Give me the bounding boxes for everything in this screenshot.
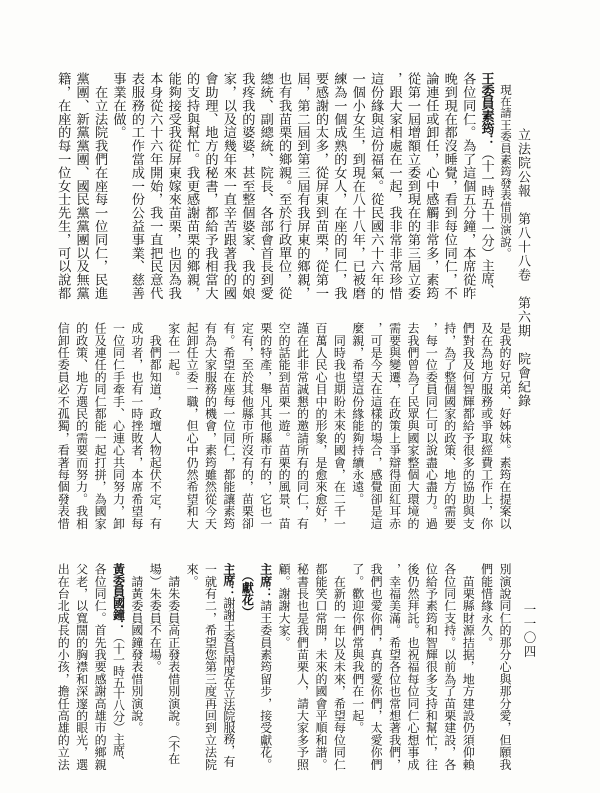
text-column: 各位同仁。首先我要感謝高雄市的鄉親	[93, 563, 108, 771]
text-column: 在新的一年以及未來，希望每位同仁	[332, 563, 347, 771]
text-column: 各位同仁支持。以前為了苗栗建設，各	[442, 563, 457, 771]
text-column: ，每一位委員同仁可以說盡心盡力。過	[424, 322, 439, 530]
text-column: 出在台北成長的小孩，擔任高雄的立法	[56, 563, 71, 771]
text-column: 家，以及這幾年來一直辛苦跟著我的國	[221, 72, 237, 300]
text-column: ，跟大家相處在一起，我非常非常珍惜	[387, 72, 403, 300]
text-column: 現在請王委員素筠發表惜別演說。	[499, 72, 511, 260]
speaker-name: 主席：	[221, 563, 236, 597]
text-column: 有。希望在座每一位同仁，都能讓素筠	[221, 322, 236, 530]
text-column: 麼親，希望這份緣能夠持續永遠。	[350, 322, 365, 505]
text-column: 論連任或卸任，心中感觸非常多，素筠	[424, 72, 440, 300]
text-column: 及在為地方服務或爭取經費工作上，你	[479, 322, 494, 530]
text-column: 別演說同仁的那分心與那分愛，但願我	[498, 563, 512, 771]
text-column: 在立法院我們在座每一位同仁，民進	[93, 72, 109, 300]
page-number: 一一〇四	[522, 603, 536, 659]
text-column: ，可是今天在這樣的場合，感覺卻是這	[369, 322, 384, 530]
text-column	[238, 563, 256, 775]
text-column: 要感謝的太多，從屏東到苗栗，從第一	[313, 72, 329, 300]
text-column: 定有，至於其他縣市所沒有的，苗栗卻	[240, 322, 255, 530]
text-column: 晚到現在都沒睡覺，看到每位同仁，不	[442, 72, 458, 300]
text-column: 我們也愛你們，真的愛你們，太愛你們	[369, 563, 384, 771]
text-column: 持，為了整個國家的政策、地方的需要	[442, 322, 457, 530]
text-column: 一就有二，希望您第三度再回到立法院	[203, 563, 218, 771]
text-column: 起卸任立委一職，但心中仍然希望和大	[185, 322, 200, 530]
text-column: 的支持與幫忙。我更感謝苗栗的鄉親，	[185, 72, 201, 300]
gazette-header: 立法院公報 第八十八卷 第六期 院會紀錄	[516, 128, 531, 408]
text-column: 一個小女生，到現在八十八年，已被磨	[350, 72, 366, 300]
text-column: 苗栗縣財源拮据，地方建設仍須仰賴	[461, 563, 476, 771]
text-column: 任及連任的同仁都能一起打拼，為國家	[93, 322, 108, 530]
text-column: 從第一屆增額立委到現在的第三屆立委	[405, 72, 421, 300]
text-column: 父老，以寬闊的胸襟和深邃的眼光，選	[74, 563, 89, 771]
text-column: 百萬人民心目中的形象，是愈來愈好，	[313, 322, 328, 530]
text-column: 都能笑口常開，未來的國會平順和諧。	[313, 563, 328, 771]
text-band-middle	[54, 322, 514, 532]
text-column: 同時我也期盼未來的國會，在二千一	[332, 322, 347, 530]
text-column: 的政策、地方選民的需要而努力。我相	[74, 322, 89, 530]
text-column: 各位同仁。為了這個五分鐘，本席從昨	[461, 72, 477, 300]
text-column: 秘書長也是我們苗栗人，請大家多予照	[295, 563, 310, 771]
speaker-name: 主席：	[258, 563, 273, 600]
text-column: 家在一起。	[166, 322, 181, 383]
text-column: 信卸任委員必不孤獨，看著每個發表惜	[56, 322, 71, 530]
text-column: 去我們曾為了民眾與國家整個大環境的	[405, 322, 420, 530]
text-column: 場）朱委員不在場。	[148, 563, 163, 673]
text-column: 栗的特產，舉凡其他縣市有的，它也一	[258, 322, 273, 530]
text-column: 會助理、地方的秘書，都給予我相當大	[203, 72, 219, 300]
text-column: 籍，在座的每一位女士先生，可以說都	[56, 72, 72, 300]
text-column: 主席：請王委員素筠留步，接受獻花。	[258, 563, 273, 771]
text-column: 本身從六十六年開始，我一直把民意代	[148, 72, 164, 300]
text-column: 顧。謝謝大家。	[277, 563, 292, 649]
speaker-name: （獻花）	[240, 563, 255, 618]
text-column: 黨團、新黨黨團、國民黨黨團以及無黨	[74, 72, 90, 300]
text-band-bottom	[54, 563, 514, 775]
text-column: 謹在此非常誠懇的邀請所有的同仁，有	[295, 322, 310, 530]
text-column: 這份緣與這份福氣。從民國六十六年的	[369, 72, 385, 300]
text-column: 後仍然拜託。也祝福每位同仁心想事成	[405, 563, 420, 771]
text-column: 我疼我的婆婆，甚至整個婆家、我的娘	[240, 72, 256, 300]
text-column: 表服務的工作當成一份公益事業、慈善	[129, 72, 145, 300]
text-column: 請朱委員高正發表惜別演說。（不在	[166, 563, 181, 765]
text-band-top	[54, 72, 514, 312]
text-column: 了。歡迎你們常與我們在一起。	[350, 563, 365, 734]
text-column: ，幸福美滿。希望各位也常想著我們，	[387, 563, 402, 771]
text-column: 黃委員國鐘：（十一時五十八分）主席、	[111, 563, 126, 767]
text-column: 有為大家服務的機會，素筠雖然從今天	[203, 322, 218, 530]
text-column: 空的話能到苗栗一遊。苗栗的風景、苗	[277, 322, 292, 530]
text-column: 也有我苗栗的鄉親。至於行政單位，從	[277, 72, 293, 300]
text-column: 一位同仁手牽手、心連心共同努力，卸	[111, 322, 126, 530]
text-column: 成功者，也有一時挫敗者，本席希望每	[129, 322, 144, 530]
text-column: 們能惜緣永久。	[479, 563, 494, 649]
text-column: 們對我及何智輝都給予很多的協助與支	[461, 322, 476, 530]
text-column: 練為一個成熟的女人，在座的同仁，我	[332, 72, 348, 300]
text-column: 屆，第二屆到第三屆有我屏東的鄉親，	[295, 72, 311, 300]
text-column: 是我的好兄弟、好姊妹。素筠在提案以	[498, 322, 512, 530]
text-column: 我們都知道，政壇人物起伏不定，有	[148, 322, 163, 530]
text-column: 總統、副總統、院長、各部會首長到愛	[258, 72, 274, 300]
speaker-name: 黃委員國鐘：	[111, 563, 126, 631]
speaker-name: 王委員素筠：	[479, 72, 495, 147]
text-column: 位給予素筠和智輝很多支持和幫忙，往	[424, 563, 439, 771]
text-column: 能夠接受我從屏東嫁來苗栗，也因為我	[166, 72, 182, 300]
text-column: 事業在做。	[111, 72, 127, 139]
text-column: 需要與變遷，在政策上爭辯得面紅耳赤	[387, 322, 402, 530]
text-column: 主席：謝謝王委員兩度在立法院服務，有	[221, 563, 236, 767]
text-column: 王委員素筠：（十一時五十一分）主席、	[479, 72, 495, 297]
text-column: 請黃委員國鐘發表惜別演說。	[129, 563, 144, 734]
text-column: 來。	[185, 563, 200, 588]
